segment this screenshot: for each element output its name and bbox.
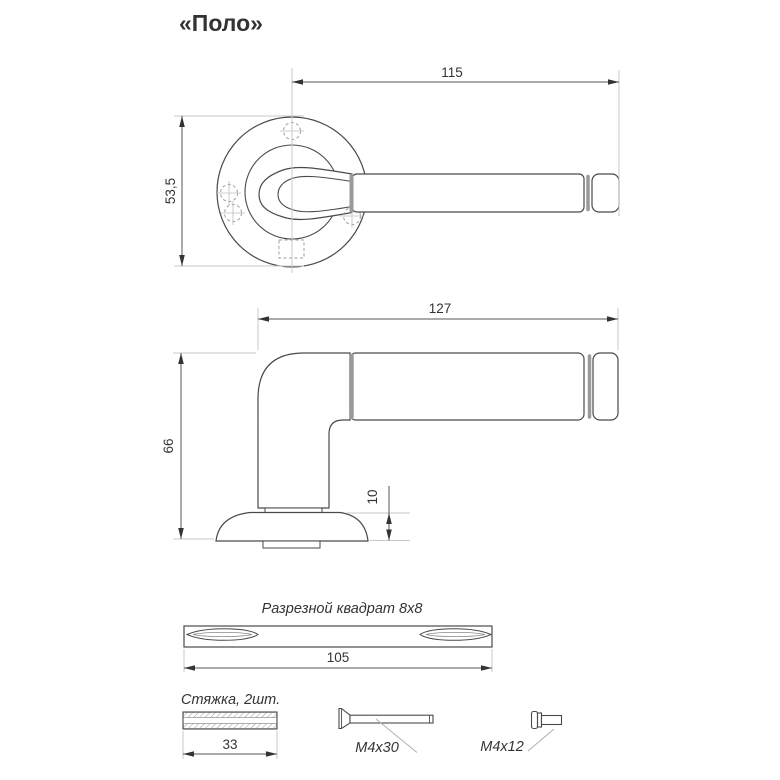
dimension-105 xyxy=(184,650,492,671)
dim-66-label: 66 xyxy=(161,438,176,454)
front-view xyxy=(163,65,619,273)
lever-end-cap xyxy=(592,174,619,212)
handle-neck-inner xyxy=(278,176,352,211)
screw-m4x12-shank xyxy=(542,716,562,725)
rosette-dome xyxy=(216,513,368,542)
screw-m4x30 xyxy=(339,709,433,757)
screw-m4x30-shank xyxy=(350,715,433,723)
tie-label: Стяжка, 2шт. xyxy=(181,692,281,708)
tie-thread-bottom xyxy=(184,724,277,729)
spindle-part xyxy=(184,601,492,672)
screw-m4x30-head xyxy=(339,709,350,729)
handle-elbow xyxy=(258,353,350,508)
dimension-115 xyxy=(292,65,619,85)
dimension-66 xyxy=(161,353,184,539)
dim-33-label: 33 xyxy=(222,737,238,752)
dim-105-label: 105 xyxy=(326,650,350,665)
screw-m4x12 xyxy=(480,712,561,756)
screw-m4x12-leader xyxy=(528,729,554,751)
screw-m4x30-label: М4х30 xyxy=(355,740,399,756)
screw-m4x12-label: М4х12 xyxy=(480,739,524,755)
dimension-127 xyxy=(258,301,618,322)
dimension-53-5 xyxy=(163,116,185,266)
side-view xyxy=(161,301,618,548)
dim-115-label: 115 xyxy=(441,65,463,80)
grip-sleeve xyxy=(350,353,584,420)
page-title: «Поло» xyxy=(179,10,263,36)
screw-m4x12-collar xyxy=(538,713,542,727)
spindle-label: Разрезной квадрат 8х8 xyxy=(261,601,423,617)
rosette-base-plate xyxy=(263,541,320,548)
dim-127-label: 127 xyxy=(428,301,452,316)
grip-end-cap xyxy=(593,353,618,420)
dim-10-label: 10 xyxy=(365,489,380,505)
dim-53-5-label: 53,5 xyxy=(163,177,178,205)
dimension-33 xyxy=(183,737,277,757)
screw-hole-left-upper xyxy=(217,181,241,205)
tie-thread-top xyxy=(184,713,277,718)
tie-part xyxy=(181,692,280,759)
screw-hole-left-lower xyxy=(221,201,245,225)
screw-m4x12-head xyxy=(532,712,538,729)
lever-bar xyxy=(352,174,584,212)
